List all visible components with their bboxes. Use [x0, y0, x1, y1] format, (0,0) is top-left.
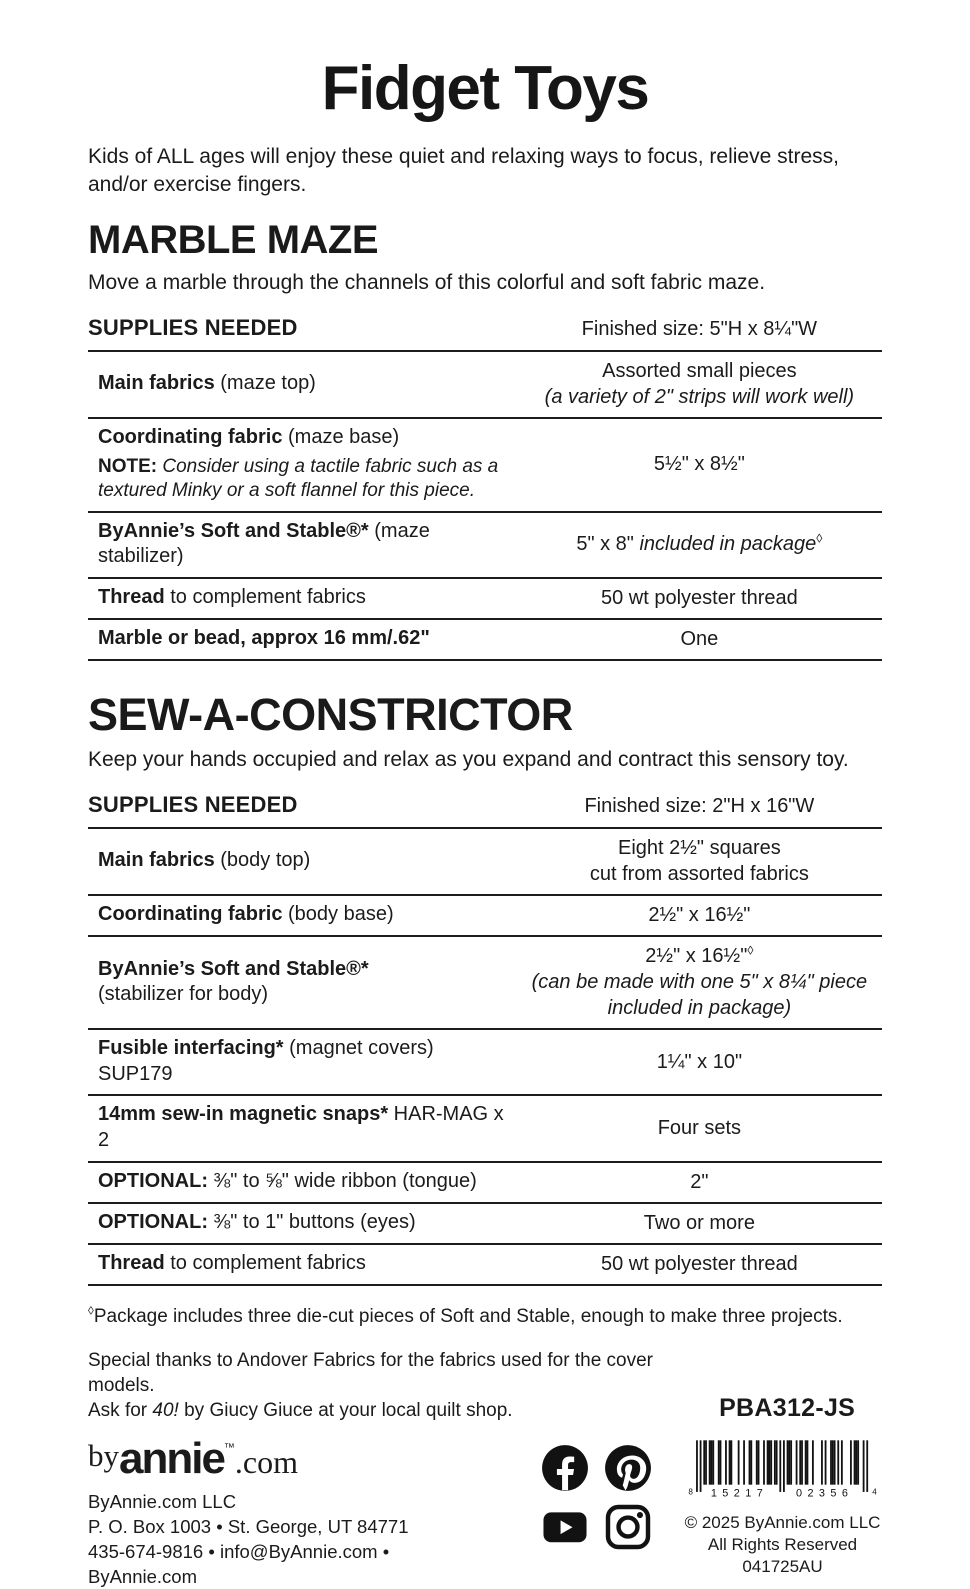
product-code: PBA312-JS	[719, 1393, 856, 1422]
table-row	[88, 350, 882, 417]
pinterest-icon	[603, 1443, 653, 1493]
trademark-symbol: ™	[223, 1441, 235, 1454]
supply-value-cell: Four sets	[657, 1116, 742, 1139]
svg-text:4: 4	[871, 1487, 877, 1497]
supply-item-cell: OPTIONAL: ⅜" to 1" buttons (eyes)	[98, 1210, 416, 1233]
svg-text:15217: 15217	[710, 1487, 768, 1500]
supply-value-cell: 2"	[690, 1170, 709, 1193]
supply-item-cell: Coordinating fabric (body base)	[98, 903, 394, 926]
table-row	[88, 1202, 882, 1243]
package-footnote: ◊Package includes three die-cut pieces of Soft and Stable, enough to make three projects.	[88, 1304, 843, 1327]
supply-item-cell: Coordinating fabric (maze base) NOTE: Consider using a tactile fabric such as a textured Minky or a soft flannel for this piece.	[88, 425, 517, 504]
table-row	[88, 1028, 882, 1094]
supplies-table-sew-a-constrictor	[88, 827, 882, 1285]
table-row	[88, 618, 882, 659]
barcode-block	[683, 1437, 882, 1578]
table-row	[88, 935, 882, 1028]
table-row	[88, 577, 882, 618]
section-heading-marble-maze: MARBLE MAZE	[88, 217, 379, 262]
supply-item-cell: Main fabrics (body top)	[98, 849, 311, 872]
supply-value-cell: 2½" x 16½"◊ (can be made with one 5" x 8¼" piece included in package)	[531, 943, 868, 1020]
upc-barcode	[683, 1439, 882, 1510]
copyright-text: © 2025 ByAnnie.com LLC All Rights Reserved 041725AU	[684, 1512, 881, 1576]
table-row	[88, 1243, 882, 1284]
table-header	[88, 792, 882, 818]
supply-value-cell: Eight 2½" squares cut from assorted fabrics	[589, 837, 809, 886]
table-row	[88, 894, 882, 935]
supplies-needed-label: SUPPLIES NEEDED	[88, 314, 298, 340]
supply-value-cell: 50 wt polyester thread	[600, 1252, 798, 1275]
section-description: Keep your hands occupied and relax as you expand and contract this sensory toy.	[88, 748, 849, 772]
supply-item-cell: ByAnnie’s Soft and Stable®* (maze stabilizer)	[98, 519, 430, 568]
supplies-needed-label: SUPPLIES NEEDED	[88, 792, 298, 818]
supply-item-cell: ByAnnie’s Soft and Stable®* (stabilizer for body)	[98, 957, 369, 1006]
note-text: NOTE: Consider using a tactile fabric such as a textured Minky or a soft flannel for this piece.	[98, 456, 499, 502]
supply-item-cell: Marble or bead, approx 16 mm/.62"	[98, 627, 430, 650]
supply-item-cell: Fusible interfacing* (magnet covers) SUP179	[98, 1037, 434, 1085]
thanks-and-code-row	[88, 1348, 882, 1423]
supplies-table-marble-maze	[88, 350, 882, 661]
footer	[88, 1433, 882, 1589]
supply-item-cell: OPTIONAL: ⅜" to ⅝" wide ribbon (tongue)	[98, 1169, 477, 1192]
svg-text:02356: 02356	[795, 1487, 853, 1500]
supply-item-cell: 14mm sew-in magnetic snaps* HAR-MAG x 2	[98, 1103, 504, 1151]
supply-item-cell: Main fabrics (maze top)	[98, 371, 316, 394]
facebook-icon	[540, 1443, 590, 1493]
instagram-icon	[603, 1502, 653, 1552]
social-icons	[540, 1443, 653, 1552]
section-heading-sew-a-constrictor: SEW-A-CONSTRICTOR	[88, 688, 573, 740]
table-row	[88, 827, 882, 894]
supply-value-cell: Assorted small pieces (a variety of 2" strips will work well)	[544, 359, 855, 408]
company-po-box: P. O. Box 1003 • St. George, UT 84771	[88, 1515, 409, 1537]
company-contact: 435-674-9816 • info@ByAnnie.com • ByAnnie.com	[88, 1541, 390, 1588]
table-header	[88, 315, 882, 341]
supply-item-cell: Thread to complement fabrics	[98, 1251, 366, 1274]
table-row	[88, 417, 882, 511]
table-row	[88, 1094, 882, 1160]
supply-value-cell: 5½" x 8½"	[653, 453, 745, 476]
finished-size-label: Finished size: 2"H x 16"W	[584, 795, 815, 818]
company-address	[88, 1489, 478, 1589]
supply-value-cell: One	[680, 627, 719, 650]
company-name: ByAnnie.com LLC	[88, 1490, 237, 1512]
company-info-block	[88, 1433, 478, 1589]
page-title: Fidget Toys	[321, 54, 649, 123]
supply-value-cell: 1¼" x 10"	[656, 1050, 743, 1073]
byannie-logo: byannie™.com	[88, 1433, 299, 1483]
supply-value-cell: 2½" x 16½"	[648, 904, 751, 927]
table-row	[88, 511, 882, 577]
finished-size-label: Finished size: 5"H x 8¼"W	[581, 317, 818, 340]
supply-value-cell: 5" x 8" included in package◊	[576, 531, 823, 556]
thanks-text: Special thanks to Andover Fabrics for the fabrics used for the cover models. Ask for 40! by Giucy Giuce at your local quilt shop.	[88, 1349, 654, 1421]
table-row	[88, 1161, 882, 1202]
youtube-icon	[540, 1502, 590, 1552]
supply-value-cell: Two or more	[643, 1211, 755, 1234]
svg-text:8: 8	[687, 1487, 693, 1497]
supply-item-cell: Thread to complement fabrics	[98, 586, 366, 609]
intro-text: Kids of ALL ages will enjoy these quiet and relaxing ways to focus, relieve stress, and/or exercise fingers.	[88, 145, 839, 196]
section-description: Move a marble through the channels of this colorful and soft fabric maze.	[88, 270, 766, 294]
supply-value-cell: 50 wt polyester thread	[600, 586, 798, 609]
